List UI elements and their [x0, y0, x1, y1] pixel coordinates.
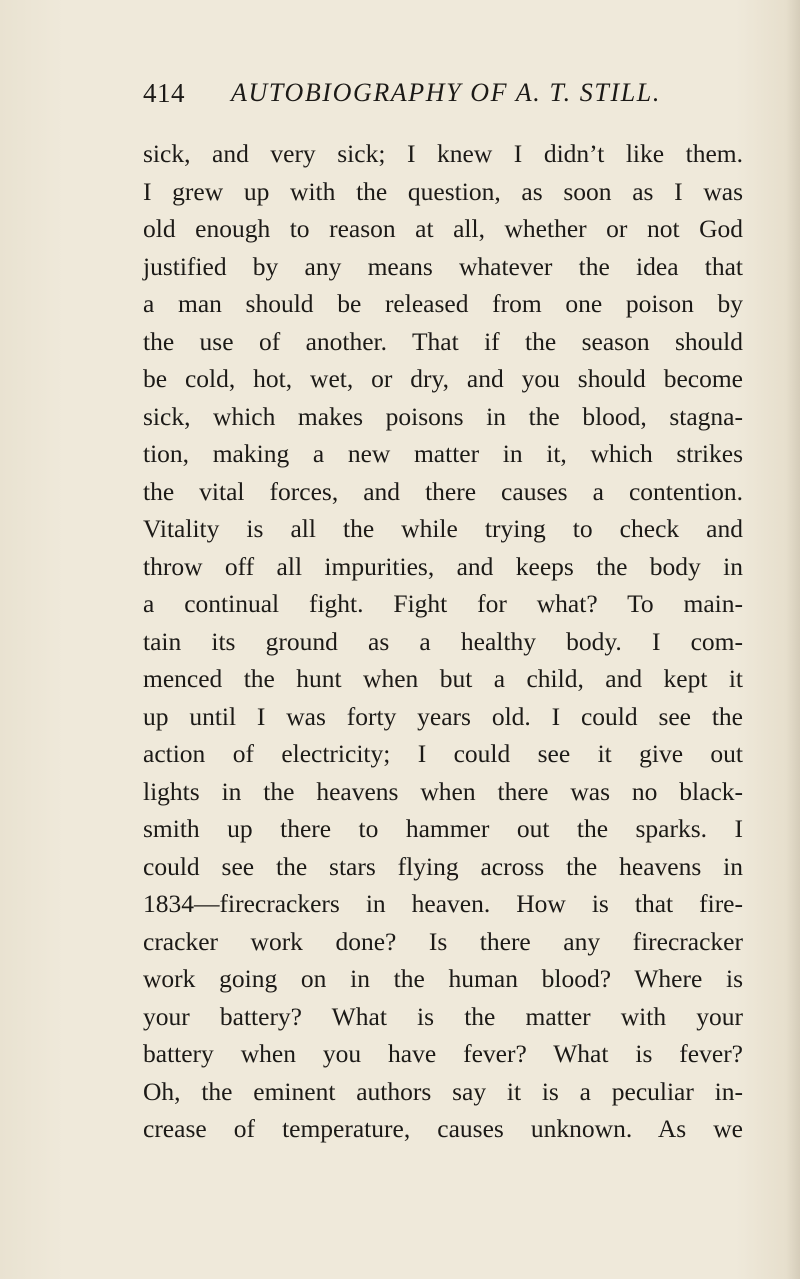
text-line: could see the stars flying across the heavens in: [143, 851, 743, 881]
text-line: menced the hunt when but a child, and kept it: [143, 664, 743, 693]
text-line: the vital forces, and there causes a contention.: [143, 476, 743, 506]
text-line: cracker work done? Is there any firecracker: [143, 926, 743, 956]
text-line: lights in the heavens when there was no black-: [143, 776, 743, 806]
text-line: throw off all impurities, and keeps the body in: [143, 551, 743, 581]
text-line: sick, which makes poisons in the blood, stagna-: [143, 401, 743, 431]
text-line: a continual fight. Fight for what? To main-: [143, 589, 743, 618]
text-line: Oh, the eminent authors say it is a peculiar in-: [143, 1076, 743, 1106]
page-header: [143, 78, 661, 114]
text-line: battery when you have fever? What is fever?: [143, 1039, 743, 1068]
text-line: action of electricity; I could see it give out: [143, 739, 743, 768]
text-line: tion, making a new matter in it, which strikes: [143, 439, 743, 468]
text-line: a man should be released from one poison by: [143, 289, 743, 318]
text-line: your battery? What is the matter with your: [143, 1001, 743, 1031]
text-line: justified by any means whatever the idea that: [143, 251, 743, 281]
text-line: crease of temperature, causes unknown. As we: [143, 1114, 743, 1143]
text-line: smith up there to hammer out the sparks. I: [143, 814, 743, 843]
page-edge-shadow: [786, 0, 800, 1279]
text-line: sick, and very sick; I knew I didn’t like them.: [143, 139, 743, 168]
text-line: tain its ground as a healthy body. I com-: [143, 626, 743, 656]
text-line: Vitality is all the while trying to check and: [143, 514, 743, 543]
text-line: up until I was forty years old. I could see the: [143, 701, 743, 731]
text-line: I grew up with the question, as soon as I was: [143, 176, 743, 206]
text-line: the use of another. That if the season should: [143, 326, 743, 356]
text-line: work going on in the human blood? Where is: [143, 964, 743, 993]
text-line: be cold, hot, wet, or dry, and you should become: [143, 364, 743, 393]
running-head: AUTOBIOGRAPHY OF A. T. STILL.: [231, 78, 661, 107]
body-text: [143, 135, 743, 1148]
page-number: 414: [143, 78, 185, 108]
text-line: 1834—firecrackers in heaven. How is that fire-: [143, 889, 743, 918]
text-line: old enough to reason at all, whether or not God: [143, 214, 743, 243]
